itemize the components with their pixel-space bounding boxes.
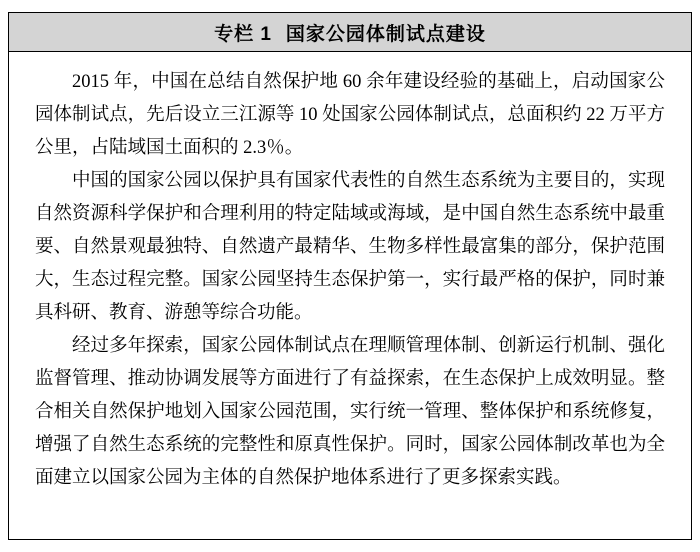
callout-label: 专栏 1 <box>214 23 272 45</box>
callout-title-text: 国家公园体制试点建设 <box>285 23 486 45</box>
callout-box <box>8 12 692 540</box>
page-title <box>214 19 486 46</box>
paragraph-1: 2015 年，中国在总结自然保护地 60 余年建设经验的基础上，启动国家公园体制试点，先后设立三江源等 10 处国家公园体制试点，总面积约 22 万平方公里，占陆域国土面积的 2.3％。 <box>35 72 665 158</box>
paragraph-2: 中国的国家公园以保护具有国家代表性的自然生态系统为主要目的，实现自然资源科学保护和合理利用的特定陆域或海域，是中国自然生态系统中最重要、自然景观最独特、自然遗产最精华、生物多样性最富集的部分，保护范围大，生态过程完整。国家公园坚持生态保护第一，实行最严格的保护，同时兼具科研、教育、游憩等综合功能。 <box>35 171 665 323</box>
callout-box-header <box>9 13 691 52</box>
paragraph-3: 经过多年探索，国家公园体制试点在理顺管理体制、创新运行机制、强化监督管理、推动协调发展等方面进行了有益探索，在生态保护上成效明显。整合相关自然保护地划入国家公园范围，实行统一管理、整体保护和系统修复，增强了自然生态系统的完整性和原真性保护。同时，国家公园体制改革也为全面建立以国家公园为主体的自然保护地体系进行了更多探索实践。 <box>35 336 665 488</box>
callout-box-body <box>9 52 691 539</box>
